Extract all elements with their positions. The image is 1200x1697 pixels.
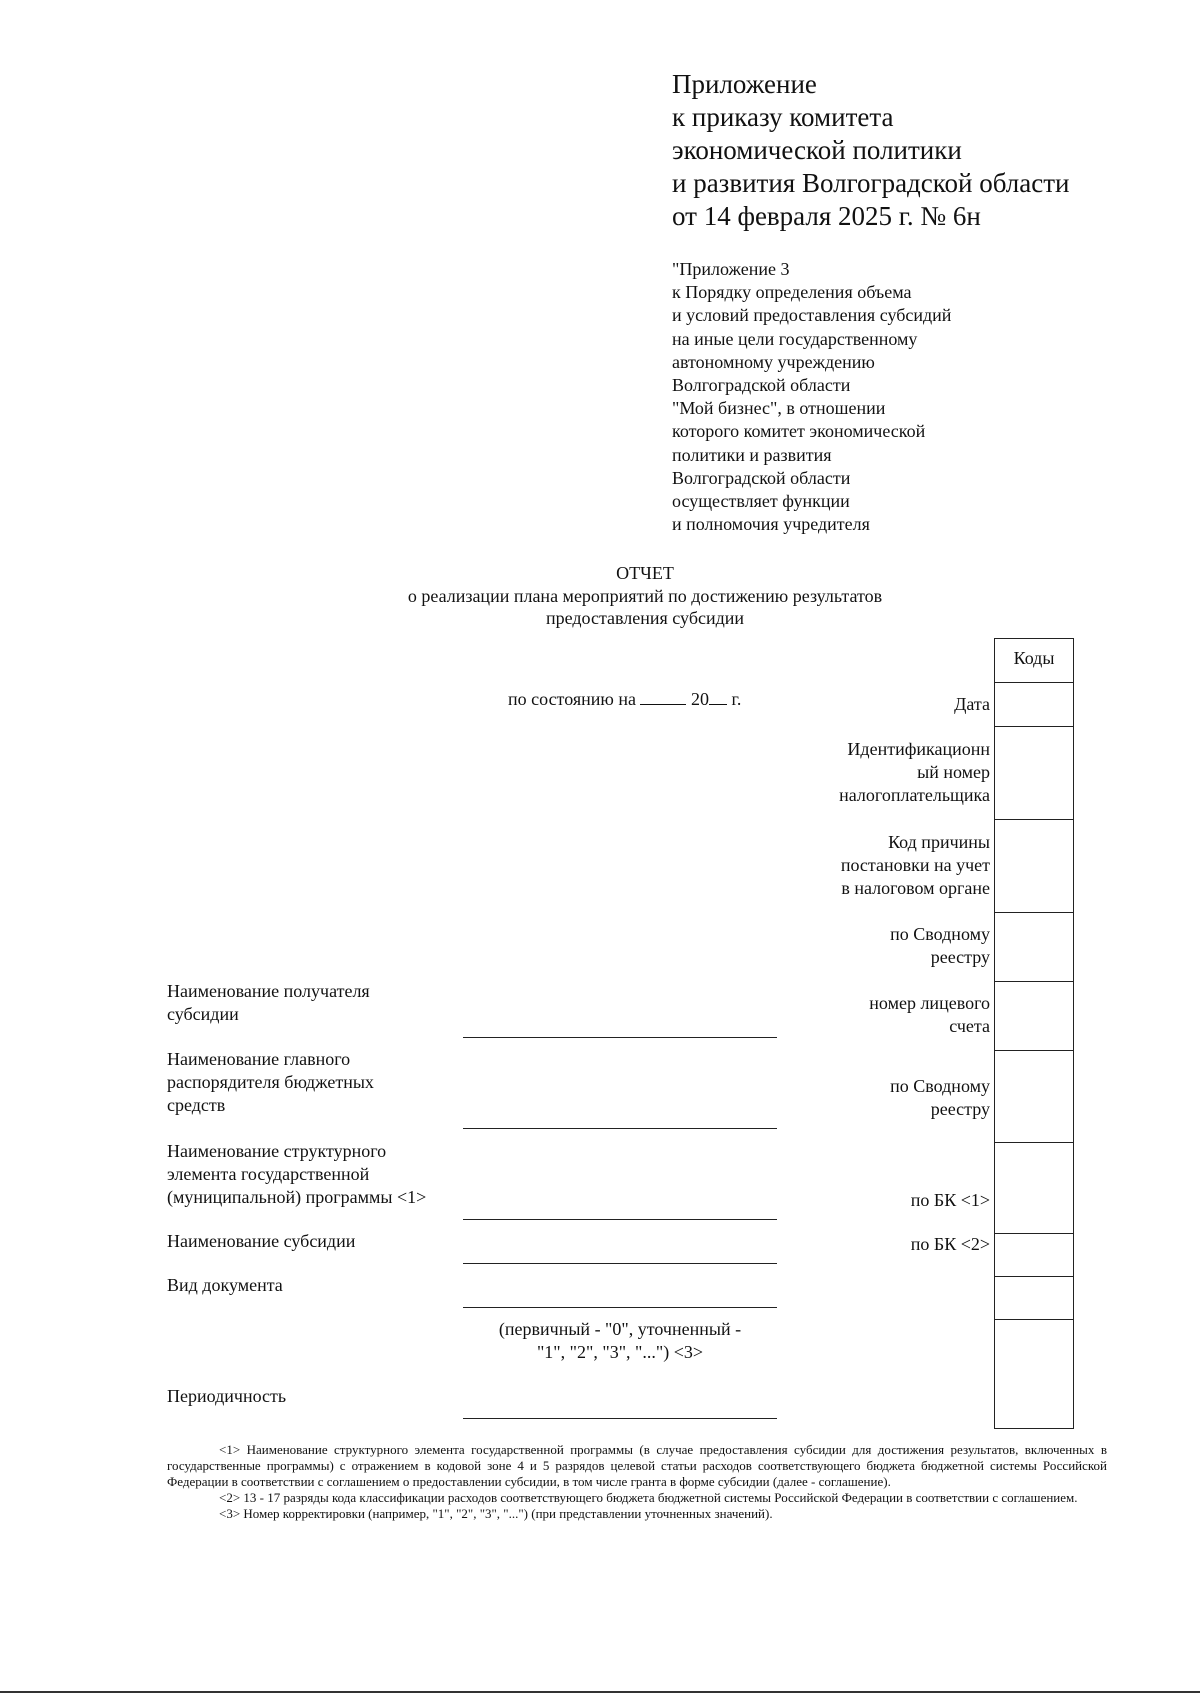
code-label-inn: Идентификационн ый номер налогоплательщика bbox=[839, 739, 990, 805]
code-label-registry: по Сводному реестру bbox=[890, 924, 990, 967]
appendix3-line: Волгоградской области bbox=[672, 467, 851, 488]
code-label-kpp: Код причины постановки на учет в налоговом органе bbox=[840, 832, 990, 898]
report-subtitle: о реализации плана мероприятий по достижению результатов bbox=[407, 586, 883, 606]
report-subtitle-2: предоставления субсидии bbox=[545, 608, 745, 628]
appendix3-line: осуществляет функции bbox=[672, 491, 850, 512]
appendix-line: и развития Волгоградской области bbox=[672, 168, 1070, 198]
footnote-3: <3> Номер корректировки (например, "1", "2", "3", "...") (при представлении уточненных значений). bbox=[219, 1506, 773, 1521]
codes-divider bbox=[994, 1319, 1074, 1320]
recipient-field[interactable] bbox=[463, 1037, 777, 1038]
as-of-date-line bbox=[508, 688, 741, 710]
codes-divider bbox=[994, 1142, 1074, 1143]
codes-header: Коды bbox=[1013, 648, 1055, 668]
codes-divider bbox=[994, 819, 1074, 820]
label-doc-type: Вид документа bbox=[167, 1275, 283, 1295]
appendix3-line: и полномочия учредителя bbox=[672, 514, 870, 535]
appendix3-line: Волгоградской области bbox=[672, 375, 851, 396]
label-program-element: Наименование структурного элемента государственной (муниципальной) программы <1> bbox=[167, 1141, 427, 1207]
periodicity-field[interactable] bbox=[463, 1418, 777, 1419]
appendix3-line: "Приложение 3 bbox=[672, 259, 790, 279]
appendix3-line: политики и развития bbox=[672, 444, 832, 465]
subsidy-field[interactable] bbox=[463, 1263, 777, 1264]
date-blank[interactable] bbox=[640, 688, 686, 705]
page-bottom-rule bbox=[0, 1691, 1200, 1693]
appendix3-line: которого комитет экономической bbox=[672, 421, 926, 442]
codes-box bbox=[994, 638, 1074, 1429]
year-blank[interactable] bbox=[709, 688, 727, 705]
appendix-line: экономической политики bbox=[672, 135, 962, 165]
code-label-bk2: по БК <2> bbox=[910, 1234, 990, 1254]
codes-divider bbox=[994, 1050, 1074, 1051]
appendix-line: Приложение bbox=[672, 69, 817, 99]
appendix-3-header bbox=[672, 258, 951, 536]
label-recipient: Наименование получателя субсидии bbox=[167, 981, 370, 1024]
doc-type-note: (первичный - "0", уточненный - "1", "2", "3", "...") <3> bbox=[498, 1319, 742, 1362]
appendix3-line: на иные цели государственному bbox=[672, 328, 918, 349]
budget-manager-field[interactable] bbox=[463, 1128, 777, 1129]
label-budget-manager: Наименование главного распорядителя бюджетных средств bbox=[167, 1049, 374, 1115]
code-label-bk1: по БК <1> bbox=[910, 1190, 990, 1210]
program-element-field[interactable] bbox=[463, 1219, 777, 1220]
code-label-date: Дата bbox=[954, 694, 990, 714]
appendix-line: к приказу комитета bbox=[672, 102, 894, 132]
appendix3-line: "Мой бизнес", в отношении bbox=[672, 398, 886, 419]
footnote-2: <2> 13 - 17 разряды кода классификации расходов соответствующего бюджета бюджетной системы Российской Федерации в соответствии с соглашением. bbox=[219, 1490, 1078, 1505]
code-label-registry-2: по Сводному реестру bbox=[890, 1076, 990, 1119]
doc-type-field[interactable] bbox=[463, 1307, 777, 1308]
as-of-label: по состоянию на bbox=[508, 689, 636, 709]
report-title: ОТЧЕТ bbox=[616, 563, 674, 583]
appendix3-line: к Порядку определения объема bbox=[672, 282, 912, 303]
codes-divider bbox=[994, 981, 1074, 982]
codes-divider bbox=[994, 726, 1074, 727]
codes-divider bbox=[994, 1276, 1074, 1277]
appendix-line: от 14 февраля 2025 г. № 6н bbox=[672, 201, 981, 231]
label-periodicity: Периодичность bbox=[167, 1386, 287, 1406]
footnotes bbox=[167, 1442, 1107, 1522]
code-label-account: номер лицевого счета bbox=[869, 993, 990, 1036]
appendix3-line: и условий предоставления субсидий bbox=[672, 305, 952, 326]
footnote-1: <1> Наименование структурного элемента государственной программы (в случае предоставления субсидии для достижения результатов, включенных в государственные программы) с отражением в кодовой зоне 4 и 5 разрядов целевой статьи расходов соответствующего бюджета бюджетной системы Российской Федерации в соответствии с соглашением о предоставлении субсидии, в том числе гранта в форме субсидии (далее - соглашение). bbox=[167, 1442, 1107, 1489]
label-subsidy: Наименование субсидии bbox=[167, 1231, 356, 1251]
codes-divider bbox=[994, 912, 1074, 913]
codes-divider bbox=[994, 1233, 1074, 1234]
codes-divider bbox=[994, 682, 1074, 683]
appendix3-line: автономному учреждению bbox=[672, 351, 875, 372]
appendix-header bbox=[672, 68, 1069, 233]
year-suffix: г. bbox=[731, 689, 742, 709]
year-prefix: 20 bbox=[690, 689, 709, 709]
